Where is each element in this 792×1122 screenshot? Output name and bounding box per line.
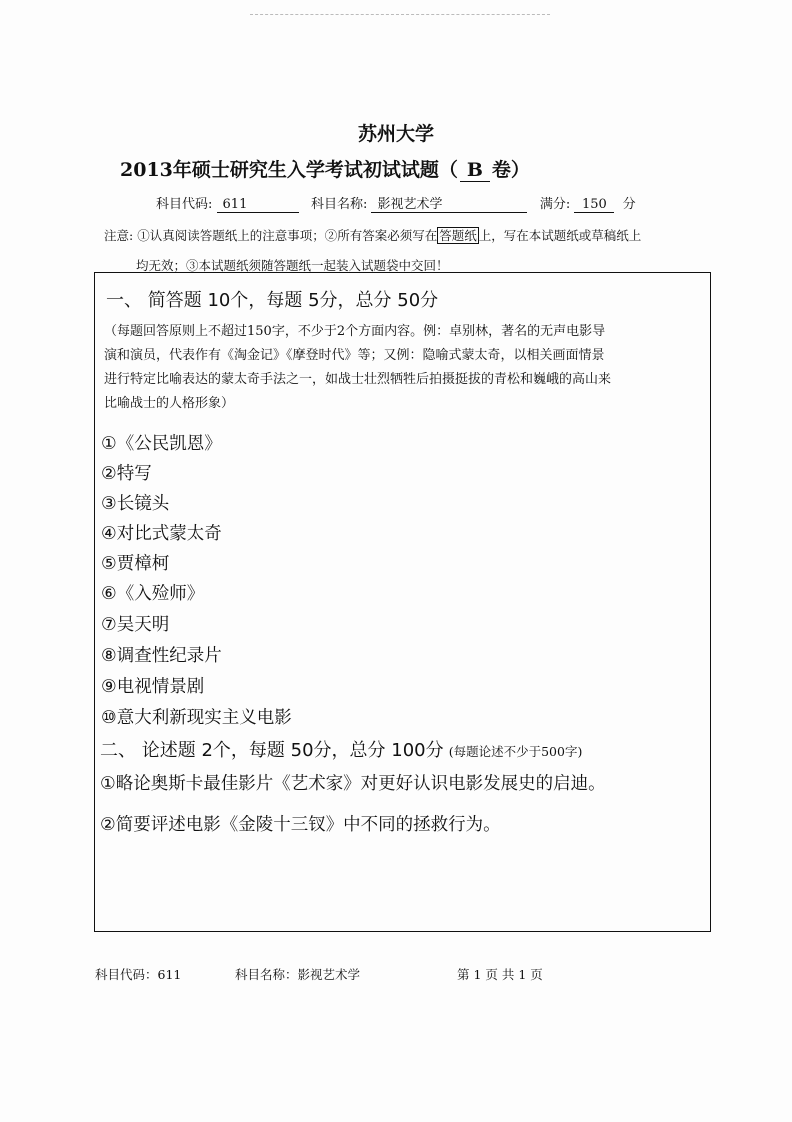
answer-sheet-boxed: 答题纸 [439, 228, 477, 243]
short-question-6: ⑥《入殓师》 [101, 584, 205, 604]
requirement-line: 比喻战士的人格形象） [104, 396, 235, 411]
full-marks-unit: 分 [622, 197, 636, 212]
paper-version: B [460, 159, 490, 182]
short-question-1: ①《公民凯恩》 [101, 434, 222, 454]
requirement-line: （每题回答原则上不超过150字，不少于2个方面内容。例：卓别林，著名的无声电影导 [104, 324, 606, 339]
short-question-8: ⑧调查性纪录片 [101, 646, 222, 666]
notice-text-b: 上，写在本试题纸或草稿纸上 [478, 228, 642, 243]
section1-heading: 一、 简答题 10个，每题 5分，总分 50分 [106, 290, 439, 311]
subject-code-value: 611 [217, 197, 299, 213]
essay-question-1: ①略论奥斯卡最佳影片《艺术家》对更好认识电影发展史的启迪。 [100, 774, 606, 794]
full-marks-value: 150 [574, 197, 614, 213]
section2-heading-row [100, 736, 582, 762]
full-marks-label: 满分: [539, 197, 571, 212]
short-question-4: ④对比式蒙太奇 [101, 524, 222, 544]
notice-text-a: ①认真阅读答题纸上的注意事项；②所有答案必须写在 [137, 228, 438, 243]
footer-subject-code: 科目代码：611 [95, 967, 182, 982]
footer-subject-name: 科目名称：影视艺术学 [235, 967, 361, 982]
footer-page-number: 第 1 页 共 1 页 [457, 967, 543, 982]
notice-line-1 [104, 226, 641, 244]
scan-artifact-line [250, 14, 550, 15]
essay-question-2: ②简要评述电影《金陵十三钗》中不同的拯救行为。 [100, 815, 501, 835]
short-question-3: ③长镜头 [101, 494, 170, 514]
subject-code-label: 科目代码: [156, 197, 213, 212]
short-question-9: ⑨电视情景剧 [101, 677, 205, 697]
subject-meta-row [156, 193, 636, 213]
section1-requirement [104, 320, 704, 416]
section2-heading: 二、 论述题 2个，每题 50分，总分 100分 [100, 740, 444, 761]
notice-line-2: 均无效；③本试题纸须随答题纸一起装入试题袋中交回！ [136, 258, 449, 273]
subject-name-value: 影视艺术学 [371, 193, 527, 213]
short-question-7: ⑦吴天明 [101, 615, 170, 635]
exam-title [120, 155, 530, 182]
subject-name-label: 科目名称: [310, 197, 368, 212]
requirement-line: 进行特定比喻表达的蒙太奇手法之一，如战士壮烈牺牲后拍摄挺拔的青松和巍峨的高山来 [104, 372, 612, 387]
title-suffix: 卷） [491, 159, 530, 181]
notice-label: 注意: [104, 228, 134, 243]
university-name: 苏州大学 [357, 123, 434, 145]
requirement-line: 演和演员，代表作有《淘金记》《摩登时代》等；又例：隐喻式蒙太奇，以相关画面情景 [104, 348, 605, 363]
short-question-10: ⑩意大利新现实主义电影 [101, 708, 292, 728]
title-prefix: 2013年硕士研究生入学考试初试试题（ [120, 159, 458, 181]
section2-note: (每题论述不少于500字) [448, 744, 583, 759]
short-question-2: ②特写 [101, 464, 152, 484]
short-question-5: ⑤贾樟柯 [101, 554, 170, 574]
